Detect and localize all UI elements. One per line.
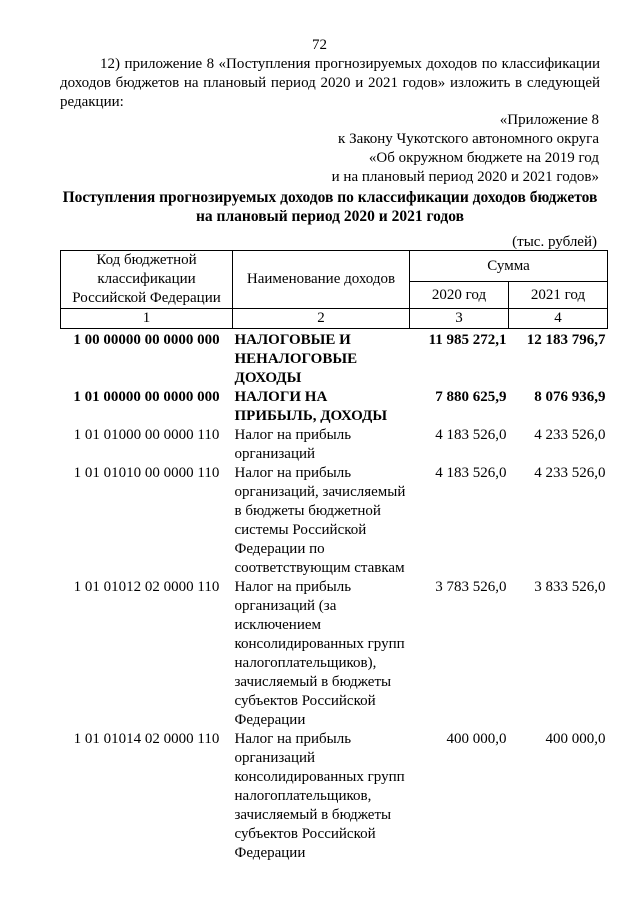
row-code: 1 01 01014 02 0000 110 (73, 731, 220, 747)
row-value-2021: 12 183 796,7 (526, 332, 606, 348)
table-row (61, 464, 608, 578)
row-value-2020: 4 183 526,0 (435, 427, 507, 443)
row-name: Налог на прибыль организаций консолидированных групп налогоплательщиков, зачисляемый в бюджеты субъектов Российской Федерации (234, 731, 405, 861)
row-value-2021: 3 833 526,0 (534, 579, 606, 595)
table-row (61, 730, 608, 863)
table-row (61, 329, 608, 389)
table-row (61, 388, 608, 426)
page-number: 72 (312, 37, 327, 53)
heading-line: Поступления прогнозируемых доходов по классификации доходов бюджетов (62, 189, 598, 206)
table-row (61, 578, 608, 730)
document-heading (45, 188, 615, 226)
column-number: 2 (233, 309, 410, 329)
table-row (61, 426, 608, 464)
row-name: Налог на прибыль организаций (за исключением консолидированных групп налогоплательщиков), зачисляемый в бюджеты субъектов Российской Федерации (234, 579, 405, 728)
column-number: 1 (61, 309, 233, 329)
appendix-reference (332, 111, 599, 187)
amendment-paragraph: 12) приложение 8 «Поступления прогнозируемых доходов по классификации доходов бюджетов на плановый период 2020 и 2021 годов» изложить в следующей редакции: (60, 56, 600, 110)
row-name: НАЛОГИ НА ПРИБЫЛЬ, ДОХОДЫ (234, 389, 388, 424)
row-code: 1 00 00000 00 0000 000 (73, 332, 220, 348)
row-value-2021: 4 233 526,0 (534, 427, 606, 443)
column-number: 4 (509, 309, 608, 329)
row-value-2020: 400 000,0 (446, 731, 507, 747)
header-year-2021: 2021 год (509, 282, 608, 309)
appendix-ref-line: «Приложение 8 (499, 112, 599, 128)
row-value-2020: 11 985 272,1 (428, 332, 507, 348)
row-name: Налог на прибыль организаций (234, 427, 352, 462)
appendix-ref-line: к Закону Чукотского автономного округа (338, 131, 599, 147)
header-sum: Сумма (410, 251, 608, 282)
header-name: Наименование доходов (233, 251, 410, 309)
revenue-table (60, 250, 608, 863)
row-value-2021: 400 000,0 (545, 731, 606, 747)
row-name: НАЛОГОВЫЕ И НЕНАЛОГОВЫЕ ДОХОДЫ (234, 332, 358, 386)
header-code: Код бюджетной классификации Российской Федерации (61, 251, 233, 309)
row-value-2021: 4 233 526,0 (534, 465, 606, 481)
column-number: 3 (410, 309, 509, 329)
appendix-ref-line: и на плановый период 2020 и 2021 годов» (331, 169, 599, 185)
row-code: 1 01 01012 02 0000 110 (73, 579, 220, 595)
row-value-2020: 7 880 625,9 (435, 389, 507, 405)
table-header (61, 251, 608, 329)
header-year-2020: 2020 год (410, 282, 509, 309)
row-value-2021: 8 076 936,9 (534, 389, 606, 405)
appendix-ref-line: «Об окружном бюджете на 2019 год (368, 150, 599, 166)
units-label: (тыс. рублей) (512, 234, 597, 250)
heading-line: на плановый период 2020 и 2021 годов (196, 208, 464, 225)
row-code: 1 01 01000 00 0000 110 (73, 427, 220, 443)
row-name: Налог на прибыль организаций, зачисляемый в бюджеты бюджетной системы Российской Федерации по соответствующим ставкам (234, 465, 406, 576)
row-code: 1 01 00000 00 0000 000 (73, 389, 220, 405)
row-value-2020: 3 783 526,0 (435, 579, 507, 595)
row-code: 1 01 01010 00 0000 110 (73, 465, 220, 481)
row-value-2020: 4 183 526,0 (435, 465, 507, 481)
